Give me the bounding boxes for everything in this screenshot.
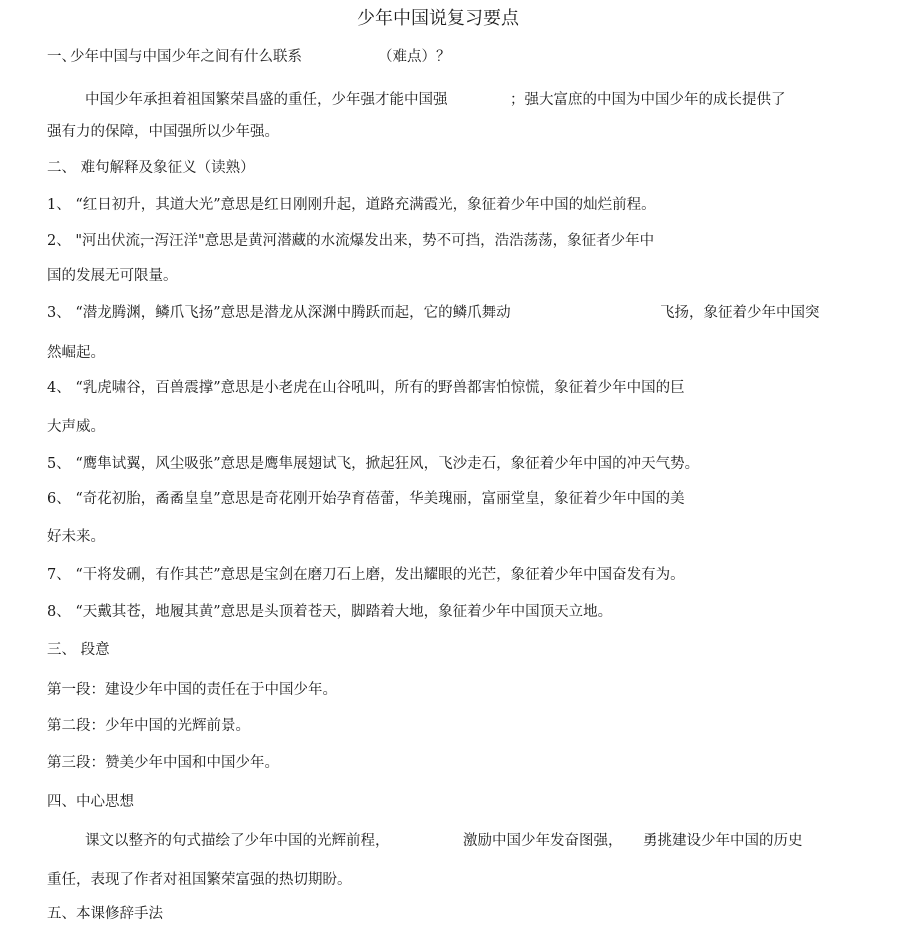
section-1-question: 少年中国与中国少年之间有什么联系 (70, 49, 302, 65)
central-idea-d: 重任，表现了作者对祖国繁荣富强的热切期盼。 (47, 872, 352, 888)
section-1-tag: （难点）？ (378, 49, 451, 65)
item-6-b: 好未来。 (47, 529, 105, 545)
item-2-c: 国的发展无可限量。 (47, 268, 178, 284)
central-idea-c: 勇挑建设少年中国的历史 (643, 833, 803, 849)
section-2-heading: 二、 难句解释及象征义（读熟） (47, 160, 255, 176)
item-7: 7、 “干将发硎，有作其芒”意思是宝剑在磨刀石上磨，发出耀眼的光芒，象征着少年中国奋发有为。 (47, 567, 685, 583)
central-idea-a: 课文以整齐的句式描绘了少年中国的光辉前程， (85, 833, 390, 849)
item-5: 5、 “鹰隼试翼，风尘吸张”意思是鹰隼展翅试飞，掀起狂风，飞沙走石，象征着少年中国的冲天气势。 (47, 456, 700, 472)
paragraph-1-summary: 第一段：建设少年中国的责任在于中国少年。 (47, 682, 337, 698)
item-3-c: 然崛起。 (47, 345, 105, 361)
section-1-answer-c: 强有力的保障，中国强所以少年强。 (47, 124, 279, 140)
item-4-b: 大声威。 (47, 419, 105, 435)
section-4-heading: 四、中心思想 (47, 794, 134, 810)
item-1: 1、 “红日初升，其道大光”意思是红日刚刚升起，道路充满霞光，象征着少年中国的灿烂前程。 (47, 197, 656, 213)
section-1-number: 一、 (47, 49, 76, 65)
section-1-answer-b: ；强大富庶的中国为中国少年的成长提供了 (510, 92, 786, 108)
paragraph-2-summary: 第二段：少年中国的光辉前景。 (47, 718, 250, 734)
item-8: 8、 “天戴其苍，地履其黄”意思是头顶着苍天，脚踏着大地，象征着少年中国顶天立地。 (47, 604, 613, 620)
item-2-b: 一泻汪洋"意思是黄河潜藏的水流爆发出来，势不可挡，浩浩荡荡，象征者少年中 (140, 233, 655, 249)
item-3-a: 3、 “潜龙腾渊，鳞爪飞扬”意思是潜龙从深渊中腾跃而起，它的鳞爪舞动 (47, 305, 511, 321)
section-3-heading: 三、 段意 (47, 642, 110, 658)
document-title: 少年中国说复习要点 (357, 8, 519, 29)
item-3-b: 飞扬，象征着少年中国突 (660, 305, 820, 321)
item-6-a: 6、 “奇花初胎，矞矞皇皇”意思是奇花刚开始孕育蓓蕾，华美瑰丽，富丽堂皇，象征着少年中国的美 (47, 491, 685, 507)
item-2-a: 2、 "河出伏流， (47, 233, 155, 249)
central-idea-b: 激励中国少年发奋图强， (463, 833, 623, 849)
item-4-a: 4、 “乳虎啸谷，百兽震撑”意思是小老虎在山谷吼叫，所有的野兽都害怕惊慌，象征着少年中国的巨 (47, 380, 685, 396)
section-5-heading: 五、本课修辞手法 (47, 906, 163, 922)
section-1-answer-a: 中国少年承担着祖国繁荣昌盛的重任，少年强才能中国强 (85, 92, 448, 108)
paragraph-3-summary: 第三段：赞美少年中国和中国少年。 (47, 755, 279, 771)
